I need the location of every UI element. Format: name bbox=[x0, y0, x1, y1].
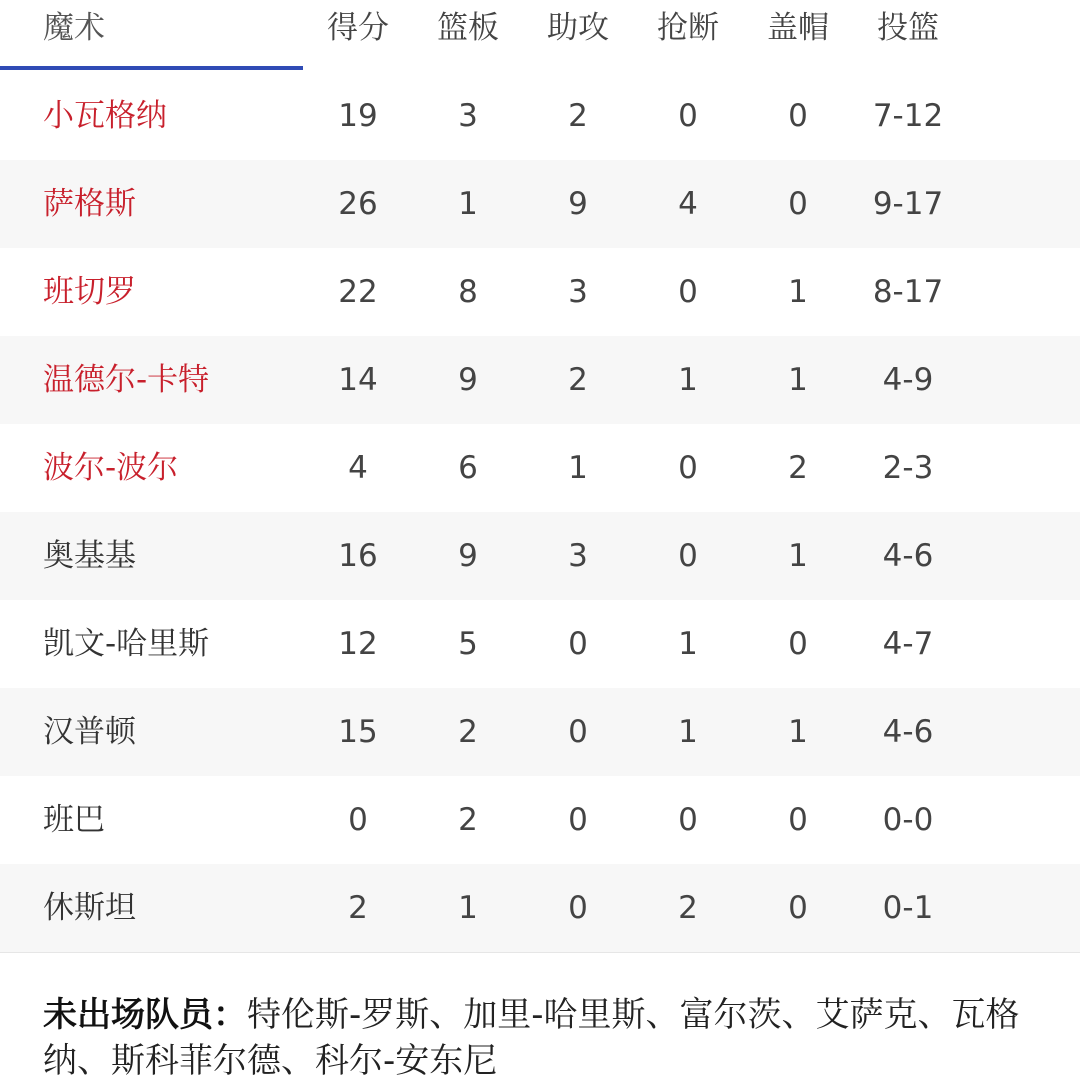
stat-field-goals: 4-6 bbox=[882, 714, 934, 750]
stat-field-goals: 4-6 bbox=[882, 538, 934, 574]
player-name[interactable]: 温德尔-卡特 bbox=[43, 362, 210, 398]
stat-assists: 2 bbox=[568, 362, 588, 398]
table-row bbox=[0, 424, 1080, 512]
stat-field-goals: 4-7 bbox=[882, 626, 934, 662]
stat-blocks: 0 bbox=[788, 186, 808, 222]
stat-field-goals: 8-17 bbox=[872, 274, 944, 310]
stat-blocks: 0 bbox=[788, 802, 808, 838]
stat-steals: 2 bbox=[678, 890, 698, 926]
table-row bbox=[0, 512, 1080, 600]
stat-blocks: 0 bbox=[788, 626, 808, 662]
header-steals: 抢断 bbox=[657, 10, 719, 46]
table-row bbox=[0, 72, 1080, 160]
stat-points: 0 bbox=[348, 802, 368, 838]
stat-rebounds: 1 bbox=[458, 890, 478, 926]
table-row bbox=[0, 688, 1080, 776]
stat-points: 16 bbox=[338, 538, 378, 574]
stat-steals: 4 bbox=[678, 186, 698, 222]
player-name[interactable]: 波尔-波尔 bbox=[43, 450, 179, 486]
stat-field-goals: 9-17 bbox=[872, 186, 944, 222]
header-blocks: 盖帽 bbox=[767, 10, 829, 46]
player-name[interactable]: 萨格斯 bbox=[43, 186, 136, 222]
stat-points: 22 bbox=[338, 274, 378, 310]
player-name[interactable]: 汉普顿 bbox=[43, 714, 136, 750]
stat-field-goals: 7-12 bbox=[872, 98, 944, 134]
header-assists: 助攻 bbox=[547, 10, 609, 46]
divider bbox=[0, 952, 1080, 953]
stat-points: 4 bbox=[348, 450, 368, 486]
stat-assists: 0 bbox=[568, 890, 588, 926]
stat-rebounds: 8 bbox=[458, 274, 478, 310]
stat-assists: 3 bbox=[568, 274, 588, 310]
stat-rebounds: 3 bbox=[458, 98, 478, 134]
stat-blocks: 1 bbox=[788, 274, 808, 310]
stat-assists: 0 bbox=[568, 714, 588, 750]
stat-steals: 0 bbox=[678, 802, 698, 838]
stat-rebounds: 5 bbox=[458, 626, 478, 662]
stat-steals: 0 bbox=[678, 450, 698, 486]
table-row bbox=[0, 600, 1080, 688]
stat-assists: 2 bbox=[568, 98, 588, 134]
stat-points: 15 bbox=[338, 714, 378, 750]
player-name[interactable]: 班巴 bbox=[43, 802, 105, 838]
stat-points: 19 bbox=[338, 98, 378, 134]
table-row bbox=[0, 864, 1080, 952]
stat-steals: 1 bbox=[678, 362, 698, 398]
stat-field-goals: 0-1 bbox=[882, 890, 934, 926]
stat-steals: 0 bbox=[678, 538, 698, 574]
stat-blocks: 1 bbox=[788, 714, 808, 750]
team-tab[interactable]: 魔术 bbox=[43, 10, 105, 46]
stat-assists: 0 bbox=[568, 626, 588, 662]
player-rows bbox=[0, 72, 1080, 952]
inactive-label: 未出场队员： bbox=[43, 995, 247, 1035]
stat-steals: 1 bbox=[678, 714, 698, 750]
header-rebounds: 篮板 bbox=[437, 10, 499, 46]
table-row bbox=[0, 336, 1080, 424]
stat-steals: 0 bbox=[678, 274, 698, 310]
stat-field-goals: 0-0 bbox=[882, 802, 934, 838]
stat-rebounds: 2 bbox=[458, 714, 478, 750]
stat-rebounds: 9 bbox=[458, 362, 478, 398]
active-tab-indicator bbox=[0, 66, 303, 70]
stat-field-goals: 2-3 bbox=[882, 450, 934, 486]
stat-points: 14 bbox=[338, 362, 378, 398]
table-header bbox=[0, 0, 1080, 72]
stat-points: 26 bbox=[338, 186, 378, 222]
inactive-list: 特伦斯-罗斯、加里-哈里斯、富尔茨、艾萨克、瓦格纳、斯科菲尔德、科尔-安东尼 bbox=[43, 995, 1020, 1079]
stat-blocks: 2 bbox=[788, 450, 808, 486]
stat-blocks: 1 bbox=[788, 362, 808, 398]
stat-rebounds: 6 bbox=[458, 450, 478, 486]
header-field-goals: 投篮 bbox=[877, 10, 939, 46]
stat-blocks: 1 bbox=[788, 538, 808, 574]
stat-rebounds: 1 bbox=[458, 186, 478, 222]
player-name[interactable]: 小瓦格纳 bbox=[43, 98, 167, 134]
player-name[interactable]: 凯文-哈里斯 bbox=[43, 626, 210, 662]
stat-steals: 1 bbox=[678, 626, 698, 662]
stat-assists: 1 bbox=[568, 450, 588, 486]
stat-blocks: 0 bbox=[788, 98, 808, 134]
player-name[interactable]: 休斯坦 bbox=[43, 890, 136, 926]
stat-points: 12 bbox=[338, 626, 378, 662]
table-row bbox=[0, 776, 1080, 864]
stat-field-goals: 4-9 bbox=[882, 362, 934, 398]
stat-rebounds: 2 bbox=[458, 802, 478, 838]
player-name[interactable]: 奥基基 bbox=[43, 538, 136, 574]
stat-assists: 3 bbox=[568, 538, 588, 574]
inactive-players-note bbox=[43, 992, 1043, 1079]
stat-assists: 0 bbox=[568, 802, 588, 838]
table-row bbox=[0, 248, 1080, 336]
player-name[interactable]: 班切罗 bbox=[43, 274, 136, 310]
stat-blocks: 0 bbox=[788, 890, 808, 926]
stat-points: 2 bbox=[348, 890, 368, 926]
table-row bbox=[0, 160, 1080, 248]
stat-steals: 0 bbox=[678, 98, 698, 134]
stat-assists: 9 bbox=[568, 186, 588, 222]
stat-rebounds: 9 bbox=[458, 538, 478, 574]
header-points: 得分 bbox=[327, 10, 389, 46]
